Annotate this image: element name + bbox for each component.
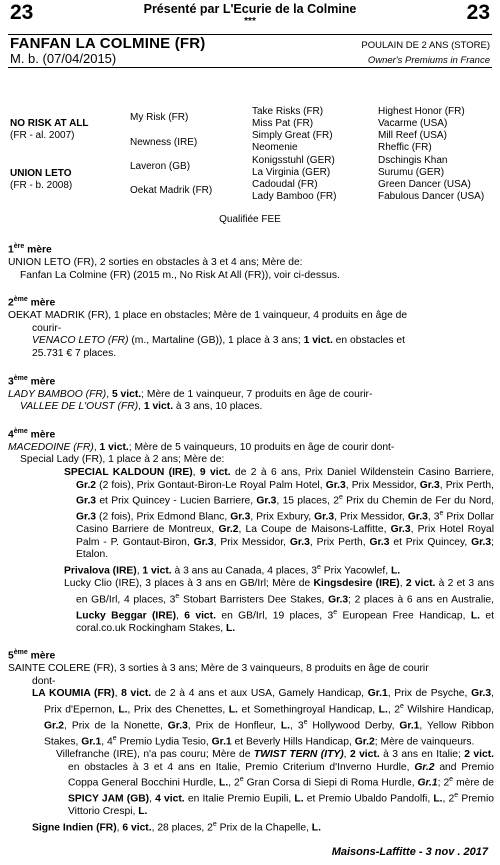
pedigree-gen2: Laveron (GB) [130,161,191,172]
pedigree-gen4: Vacarme (USA) [378,118,448,129]
consignor-title: Présenté par L'Ecurie de la Colmine [143,2,357,16]
pedigree-gen3: Cadoudal (FR) [252,179,318,190]
pedigree-gen4: Surumu (GER) [378,167,445,178]
pedigree-gen3: La Virginia (GER) [252,167,331,178]
sire-info: (FR - al. 2007) [10,130,75,141]
paragraph: MACEDOINE (FR), 1 vict.; Mère de 5 vainqueurs, 10 produits en âge de courir dont- [8,441,395,453]
footer-sale-info: Maisons-Laffitte - 3 nov . 2017 [331,846,488,858]
paragraph: LA KOUMIA (FR), 8 vict. de 2 à 4 ans et aux USA, Gamely Handicap, Gr.1, Prix de Psyche, Gr.3, Prix d'Epernon, L., Prix des Chenettes, L. et Somethingroyal Handicap, L., 2e Wilshire Handicap, Gr.2, Prix de la Nonette, Gr.3, Prix de Honfleur, L., 3e Hollywood Derby, Gr.1, Yellow Ribbon Stakes, Gr.1, 4e Premio Lydia Tesio, Gr.1 et Beverly Hills Handicap, Gr.2; Mère de vainqueurs. [32,688,495,748]
paragraph: SPECIAL KALDOUN (IRE), 9 vict. de 2 à 6 ans, Prix Daniel Wildenstein Casino Barriere, Gr.2 (2 fois), Prix Gontaut-Biron-Le Royal Palm Hotel, Gr.3, Prix Messidor, Gr.3, Prix Perth, Gr.3 et Prix Quincey - Lucien Barriere, Gr.3, 15 places, 2e Prix du Chemin de Fer du Nord, Gr.3 (2 fois), Prix Edmond Blanc, Gr.3, Prix Exbury, Gr.3, Prix Messidor, Gr.3, 3e Prix Dollar Casino Barriere de Montreux, Gr.2, La Coupe de Maisons-Laffitte, Gr.3, Prix Hotel Royal Palm - P. Gontaut-Biron, Gr.3, Prix Messidor, Gr.3, Prix Perth, Gr.3 et Prix Quincey, Gr.3; Etalon. [64,467,495,561]
qualification: Qualifiée FEE [219,214,281,225]
sex-age: POULAIN DE 2 ANS (STORE) [361,40,490,51]
pedigree-gen2: Oekat Madrik (FR) [130,185,213,196]
pedigree-gen4: Rheffic (FR) [378,142,432,153]
pedigree-gen4: Green Dancer (USA) [378,179,471,190]
sire-name: NO RISK AT ALL [10,118,89,129]
paragraph: SAINTE COLERE (FR), 3 sorties à 3 ans; Mère de 3 vainqueurs, 8 produits en âge de courir [8,663,429,675]
pedigree-gen3: Konigsstuhl (GER) [252,155,335,166]
pedigree-gen3: Take Risks (FR) [252,106,324,117]
pedigree-gen4: Mill Reef (USA) [378,130,447,141]
pedigree-gen3: Neomenie [252,142,298,153]
section-heading: 4ème mère [8,427,56,441]
dam-info: (FR - b. 2008) [10,180,73,191]
paragraph: OEKAT MADRIK (FR), 1 place en obstacles; Mère de 1 vainqueur, 4 produits en âge de [8,310,408,322]
horse-colour-dob: M. b. (07/04/2015) [10,51,117,66]
paragraph: Fanfan La Colmine (FR) (2015 m., No Risk At All (FR)), voir ci-dessus. [20,269,340,281]
paragraph: courir- [32,322,62,334]
horse-name: FANFAN LA COLMINE (FR) [10,35,206,52]
pedigree-gen4: Fabulous Dancer (USA) [378,191,485,202]
section-heading: 1ère mère [8,243,52,256]
pedigree-gen3: Miss Pat (FR) [252,118,314,129]
section-heading: 5ème mère [8,649,56,662]
header-rule [8,67,492,68]
paragraph: Villefranche (IRE), n'a pas couru; Mère de TWIST TERN (ITY), 2 vict. à 3 ans en Italie; 2 vict. en obstacles à 3 et 4 ans en Italie, Premio Criterium d'Inverno Hurdle, Gr.2 and Premio Coppa General Bocchini Hurdle, L., 2e Gran Corsa di Siepi di Roma Hurdle, Gr.1; 2e mère de SPICY JAM (GB), 4 vict. en Italie Premio Eupili, L. et Premio Ubaldo Pandolfi, L., 2e Premio Vittorio Crespi, L. [56,749,494,818]
dam-name: UNION LETO [10,168,72,179]
pedigree-gen2: My Risk (FR) [130,112,189,123]
section-heading: 3ème mère [8,374,56,388]
lot-number-right: 23 [466,1,490,24]
premiums: Owner's Premiums in France [367,55,490,66]
paragraph: LADY BAMBOO (FR), 5 vict.; Mère de 1 vainqueur, 7 produits en âge de courir- [8,388,373,400]
paragraph: Privalova (IRE), 1 vict. à 3 ans au Canada, 4 places, 3e Prix Yacowlef, L. [64,564,401,577]
paragraph: Lucky Clio (IRE), 3 places à 3 ans en GB/Irl; Mère de Kingsdesire (IRE), 2 vict. à 2 et 3 ans en GB/Irl, 4 places, 3e Stobart Barristers Dee Stakes, Gr.3; 2 places à 6 ans en Australie, Lucky Beggar (IRE), 6 vict. en GB/Irl, 19 places, 3e European Free Handicap, L. et coral.co.uk Rockingham Stakes, L. [64,578,494,634]
pedigree-gen3: Lady Bamboo (FR) [252,191,337,202]
pedigree-gen2: Newness (IRE) [130,137,198,148]
catalogue-body [8,241,494,835]
pedigree-gen4: Dschingis Khan [378,155,448,166]
pedigree-gen4: Highest Honor (FR) [378,106,465,117]
pedigree-gen3: Simply Great (FR) [252,130,333,141]
paragraph: VENACO LETO (FR) (m., Martaline (GB)), 1 place à 3 ans; 1 vict. en obstacles et [32,335,405,347]
stars: *** [244,16,256,27]
lot-number-left: 23 [10,1,34,24]
paragraph: VALLEE DE L'OUST (FR), 1 vict. à 3 ans, 10 places. [20,401,263,413]
paragraph: Signe Indien (FR), 6 vict., 28 places, 2e Prix de la Chapelle, L. [32,820,321,834]
paragraph: 25.731 € 7 places. [32,348,117,359]
section-heading: 2ème mère [8,296,56,309]
paragraph: Special Lady (FR), 1 place à 2 ans; Mère de: [20,454,225,466]
paragraph: dont- [32,675,56,687]
paragraph: UNION LETO (FR), 2 sorties en obstacles à 3 et 4 ans; Mère de: [8,257,303,269]
